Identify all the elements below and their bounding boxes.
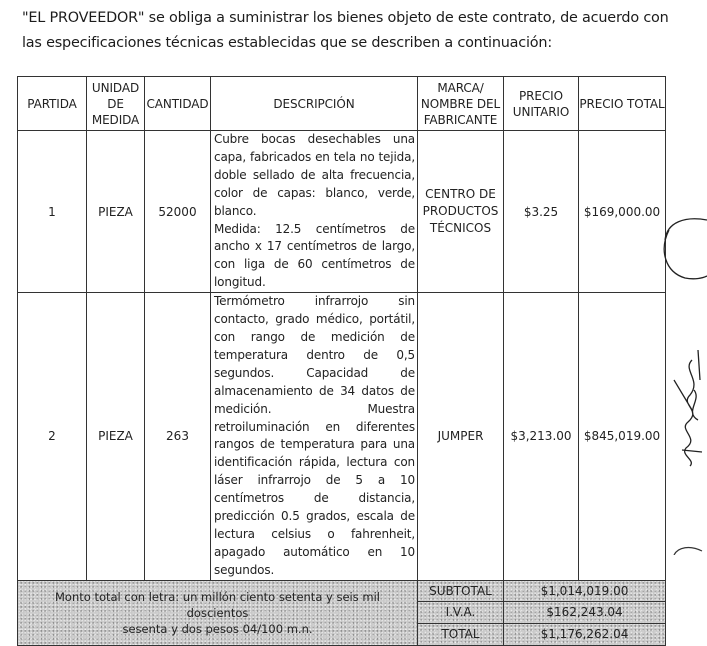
cell-cantidad: 52000	[145, 131, 211, 293]
header-marca	[418, 77, 504, 131]
amount-in-words-line-1: Monto total con letra: un millón ciento setenta y seis mil doscientos	[55, 589, 380, 620]
subtotal-row	[18, 580, 666, 601]
cell-precio-unitario: $3.25	[504, 131, 579, 293]
header-unidad-de-medida	[87, 77, 145, 131]
table-row	[18, 131, 666, 293]
intro-line-1: "EL PROVEEDOR" se obliga a suministrar los bienes objeto de este contrato, de acuerdo con	[22, 10, 669, 26]
marca-line-2: PRODUCTOS	[422, 204, 499, 219]
header-descripcion: DESCRIPCIÓN	[211, 77, 418, 131]
cell-descripcion	[211, 131, 418, 293]
header-precio-unitario	[504, 77, 579, 131]
intro-line-2: las especificaciones técnicas establecidas que se describen a continuación:	[22, 35, 552, 51]
header-unidad-line-1: UNIDAD	[91, 80, 140, 95]
total-value: $1,176,262.04	[504, 623, 666, 645]
marca-line-1: CENTRO DE	[425, 187, 496, 202]
header-precio-unitario-line-1: PRECIO	[519, 88, 563, 103]
iva-label: I.V.A.	[418, 601, 504, 623]
handwritten-corner-mark	[672, 545, 707, 555]
header-precio-unitario-line-2: UNITARIO	[512, 104, 570, 119]
cell-partida: 2	[18, 293, 87, 581]
amount-in-words-line-2: sesenta y dos pesos 04/100 m.n.	[122, 621, 313, 636]
descripcion-paragraph-2: Medida: 12.5 centímetros de ancho x 17 centímetros de largo, con liga de 60 centímetros de longitud.	[214, 221, 415, 290]
cell-marca	[418, 131, 504, 293]
header-partida: PARTIDA	[18, 77, 87, 131]
header-row	[18, 77, 666, 131]
header-marca-line-2: NOMBRE DEL	[420, 96, 501, 111]
marca-line-3: TÉCNICOS	[429, 221, 492, 236]
header-cantidad: CANTIDAD	[145, 77, 211, 131]
cell-marca: JUMPER	[418, 293, 504, 581]
handwritten-signature	[672, 340, 707, 470]
specifications-table	[17, 76, 666, 646]
cell-precio-unitario: $3,213.00	[504, 293, 579, 581]
cell-partida: 1	[18, 131, 87, 293]
header-unidad-line-2: DE	[107, 96, 124, 111]
table-row	[18, 293, 666, 581]
subtotal-label: SUBTOTAL	[418, 580, 504, 601]
total-label: TOTAL	[418, 623, 504, 645]
iva-value: $162,243.04	[504, 601, 666, 623]
descripcion-paragraph-1: Cubre bocas desechables una capa, fabricados en tela no tejida, doble sellado de alta frecuencia, color de capas: blanco, verde, blanco.	[214, 132, 415, 218]
header-marca-line-3: FABRICANTE	[423, 112, 498, 127]
cell-unidad: PIEZA	[87, 293, 145, 581]
cell-unidad: PIEZA	[87, 131, 145, 293]
header-marca-line-1: MARCA/	[437, 80, 484, 95]
cell-precio-total: $169,000.00	[579, 131, 666, 293]
cell-descripcion: Termómetro infrarrojo sin contacto, grado médico, portátil, con rango de medición de temperatura dentro de 0,5 segundos. Capacidad de almacenamiento de 34 datos de medición. Muestra retroiluminación en diferentes rangos de temperatura para una identificación rápida, lectura con láser infrarrojo de 5 a 10 centímetros de distancia, predicción 0.5 grados, escala de lectura celsius o fahrenheit, apagado automático en 10 segundos.	[211, 293, 418, 581]
header-unidad-line-3: MEDIDA	[91, 112, 140, 127]
cell-cantidad: 263	[145, 293, 211, 581]
subtotal-value: $1,014,019.00	[504, 580, 666, 601]
header-precio-total: PRECIO TOTAL	[579, 77, 666, 131]
cell-precio-total: $845,019.00	[579, 293, 666, 581]
intro-paragraph	[22, 6, 702, 56]
amount-in-words	[18, 580, 418, 645]
